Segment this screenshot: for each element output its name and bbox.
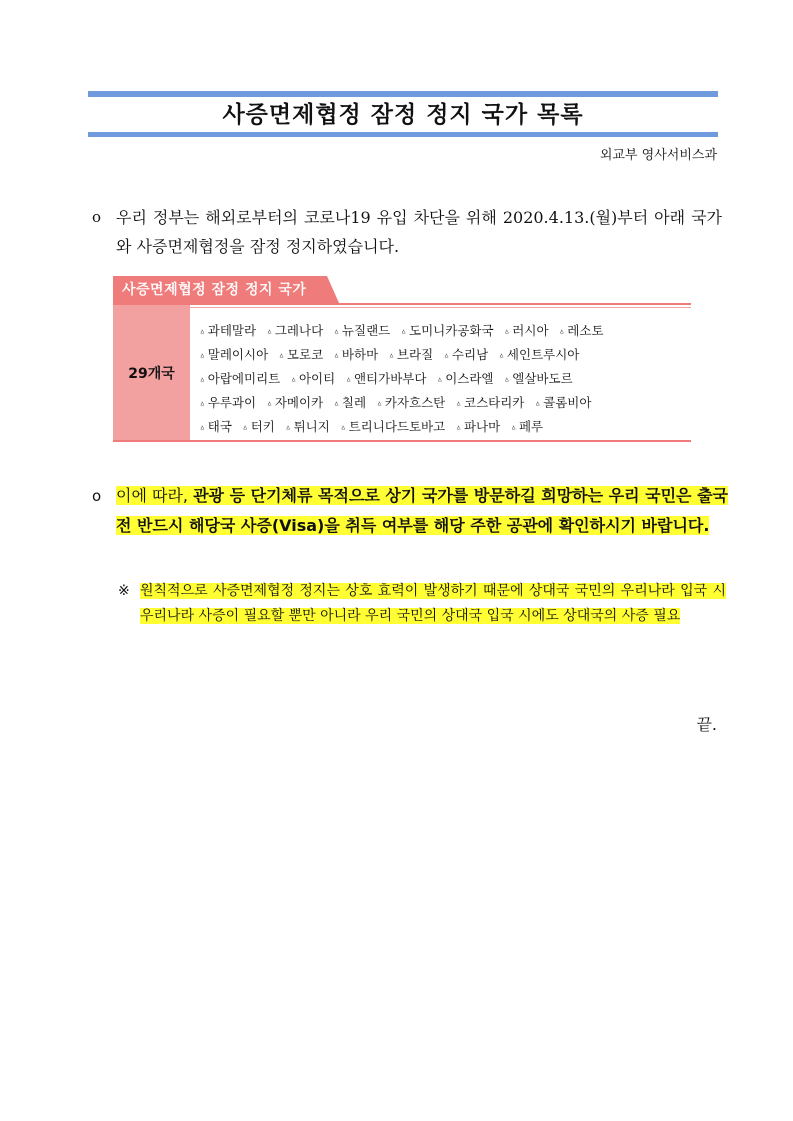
country-item	[278, 347, 323, 362]
title-rule-top	[88, 91, 718, 97]
footnote-text	[140, 579, 726, 629]
country-item	[504, 323, 549, 338]
country-item	[266, 395, 323, 410]
country-row	[199, 416, 689, 440]
triangle-marker-icon: ㅿ	[199, 424, 206, 432]
country-name: 우루과이	[207, 395, 257, 410]
country-name: 레소토	[567, 323, 604, 338]
triangle-marker-icon: ㅿ	[510, 424, 517, 432]
triangle-marker-icon: ㅿ	[241, 424, 249, 432]
country-item	[266, 323, 323, 338]
notice-text	[116, 481, 728, 541]
country-name: 앤티가바부다	[353, 371, 427, 386]
country-item	[199, 371, 280, 386]
country-name: 자메이카	[274, 395, 324, 410]
notice-bullet: o	[92, 487, 102, 505]
country-name: 칠레	[341, 395, 367, 410]
country-count-label: 29개국	[128, 365, 175, 382]
triangle-marker-icon: ㅿ	[290, 376, 297, 384]
country-name: 아랍에미리트	[207, 371, 281, 386]
triangle-marker-icon: ㅿ	[199, 352, 206, 360]
country-item	[242, 419, 275, 434]
country-name: 모로코	[286, 347, 324, 362]
country-row	[199, 320, 689, 344]
triangle-marker-icon: ㅿ	[199, 400, 206, 408]
country-item	[199, 395, 256, 410]
triangle-marker-icon: ㅿ	[388, 352, 395, 360]
triangle-marker-icon: ㅿ	[558, 328, 566, 336]
country-item	[199, 419, 232, 434]
department-label: 외교부 영사서비스과	[599, 148, 717, 163]
title-rule-bottom	[88, 132, 718, 137]
country-item	[285, 419, 330, 434]
footnote-body: 원칙적으로 사증면제협정 정지는 상호 효력이 발생하기 때문에 상대국 국민의 우리나라 입국 시 우리나라 사증이 필요할 뿐만 아니라 우리 국민의 상대국 입국 시에도 상대국의 사증 필요	[140, 583, 726, 624]
country-item	[290, 371, 335, 386]
triangle-marker-icon: ㅿ	[455, 400, 462, 408]
triangle-marker-icon: ㅿ	[199, 376, 206, 384]
country-name: 태국	[207, 419, 232, 434]
country-count-cell	[113, 305, 190, 440]
notice-bold-text: 관광 등 단기체류 목적으로 상기 국가를 방문하길 희망하는 우리 국민은 출국 전 반드시 해당국 사증(Visa)을 취득 여부를 해당 주한 공관에 확인하시기 바랍니다.	[116, 486, 728, 535]
country-item	[510, 419, 543, 434]
country-name: 카자흐스탄	[384, 395, 446, 410]
country-name: 수리남	[451, 347, 489, 362]
country-name: 아이티	[298, 371, 336, 386]
country-item	[376, 395, 445, 410]
triangle-marker-icon: ㅿ	[199, 328, 206, 336]
end-mark: 끝.	[696, 715, 717, 734]
country-list	[199, 320, 689, 440]
country-item	[388, 347, 433, 362]
country-item	[333, 323, 390, 338]
country-name: 코스타리카	[464, 395, 525, 410]
country-name: 말레이시아	[207, 347, 269, 362]
country-name: 파나마	[463, 419, 501, 434]
country-name: 도미니카공화국	[409, 323, 494, 338]
country-name: 브라질	[396, 347, 434, 362]
notice-paragraph	[92, 481, 728, 541]
country-item	[498, 347, 579, 362]
country-item	[504, 371, 573, 386]
triangle-marker-icon: ㅿ	[345, 376, 352, 384]
footnote	[118, 579, 726, 629]
intro-paragraph	[92, 203, 722, 261]
intro-bullet: o	[92, 208, 102, 226]
country-name: 엘살바도르	[512, 371, 573, 386]
country-name: 콜롬비아	[543, 395, 592, 410]
country-name: 터키	[250, 419, 275, 434]
country-box-tab-label: 사증면제협정 잠정 정지 국가	[122, 282, 307, 298]
triangle-marker-icon: ㅿ	[503, 376, 511, 384]
country-item	[436, 371, 493, 386]
triangle-marker-icon: ㅿ	[443, 352, 450, 360]
country-item	[199, 323, 256, 338]
country-item	[340, 419, 445, 434]
page-title: 사증면제협정 잠정 정지 국가 목록	[222, 102, 584, 128]
triangle-marker-icon: ㅿ	[534, 400, 542, 408]
country-name: 튀니지	[293, 419, 330, 434]
country-item	[455, 395, 524, 410]
country-row	[199, 368, 689, 392]
country-box-top-rule	[113, 303, 691, 305]
country-name: 과테말라	[207, 323, 257, 338]
triangle-marker-icon: ㅿ	[333, 328, 340, 336]
country-item	[333, 395, 366, 410]
triangle-marker-icon: ㅿ	[498, 352, 505, 360]
country-item	[199, 347, 268, 362]
country-item	[559, 323, 604, 338]
country-item	[443, 347, 488, 362]
intro-text: 우리 정부는 해외로부터의 코로나19 유입 차단을 위해 2020.4.13.(월)부터 아래 국가와 사증면제협정을 잠정 정지하였습니다.	[116, 208, 722, 256]
country-name: 세인트루시아	[506, 347, 580, 362]
country-box-bottom-rule	[113, 440, 691, 442]
triangle-marker-icon: ㅿ	[333, 400, 340, 408]
notice-lead: 이에 따라,	[116, 486, 194, 505]
country-name: 뉴질랜드	[341, 323, 391, 338]
country-name: 바하마	[341, 347, 379, 362]
country-row	[199, 344, 689, 368]
country-name: 이스라엘	[445, 371, 494, 386]
triangle-marker-icon: ㅿ	[266, 400, 273, 408]
country-item	[333, 347, 378, 362]
country-name: 페루	[518, 419, 544, 434]
triangle-marker-icon: ㅿ	[376, 400, 383, 408]
footnote-mark: ※	[118, 583, 130, 599]
country-item	[345, 371, 426, 386]
triangle-marker-icon: ㅿ	[266, 328, 273, 336]
triangle-marker-icon: ㅿ	[339, 424, 347, 432]
triangle-marker-icon: ㅿ	[400, 328, 407, 336]
triangle-marker-icon: ㅿ	[278, 352, 285, 360]
country-item	[400, 323, 493, 338]
triangle-marker-icon: ㅿ	[436, 376, 444, 384]
triangle-marker-icon: ㅿ	[333, 352, 340, 360]
country-name: 그레나다	[274, 323, 324, 338]
country-row	[199, 392, 689, 416]
country-item	[534, 395, 591, 410]
country-name: 러시아	[512, 323, 549, 338]
triangle-marker-icon: ㅿ	[284, 424, 292, 432]
triangle-marker-icon: ㅿ	[503, 328, 511, 336]
country-name: 트리니다드토바고	[348, 419, 446, 434]
country-item	[455, 419, 500, 434]
country-box-top-rule-inner	[190, 307, 691, 308]
triangle-marker-icon: ㅿ	[455, 424, 462, 432]
